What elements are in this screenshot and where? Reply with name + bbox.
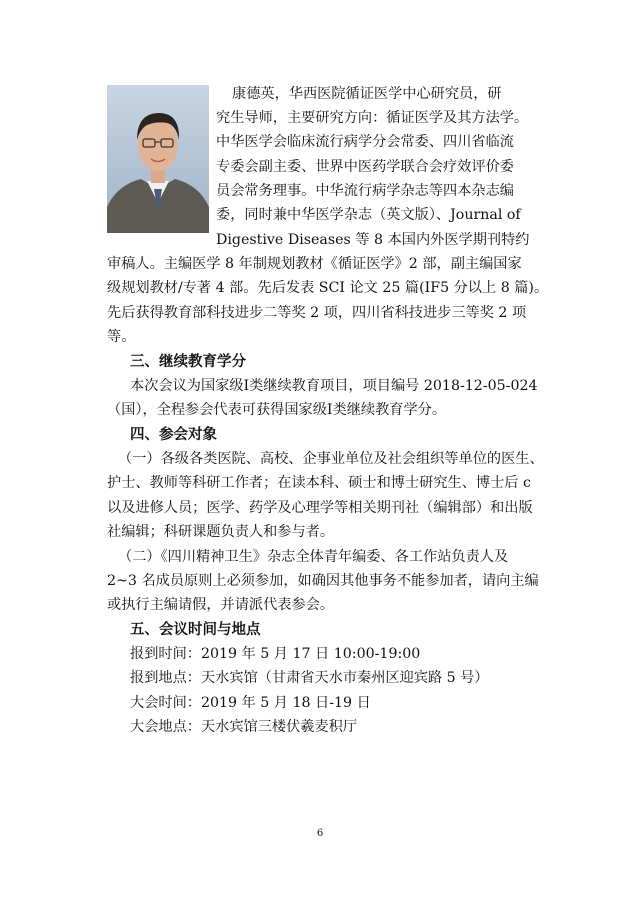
paragraph-line: （二）《四川精神卫生》杂志全体青年编委、各工作站负责人及 xyxy=(118,549,509,565)
registration-time: 报到时间：2019 年 5 月 17 日 10:00-19:00 xyxy=(130,646,421,662)
section-heading: 四、参会对象 xyxy=(130,427,217,443)
bio-line: 审稿人。主编医学 8 年制规划教材《循证医学》2 部，副主编国家 xyxy=(107,256,522,272)
bio-line: Digestive Diseases 等 8 本国内外医学期刊特约 xyxy=(216,232,530,248)
paragraph-line: 或执行主编请假，并请派代表参会。 xyxy=(107,597,335,613)
section-heading: 五、会议时间与地点 xyxy=(130,622,261,638)
portrait-icon xyxy=(107,85,209,233)
conference-location: 大会地点：天水宾馆三楼伏羲麦积厅 xyxy=(130,719,358,735)
page-number: 6 xyxy=(316,828,324,839)
bio-line: 专委会副主委、世界中医药学联合会疗效评价委 xyxy=(216,159,514,175)
portrait-photo xyxy=(107,85,209,233)
bio-line: 康德英，华西医院循证医学中心研究员，研 xyxy=(232,86,502,102)
paragraph-line: （一）各级各类医院、高校、企事业单位及社会组织等单位的医生、 xyxy=(118,451,544,467)
paragraph-line: 本次会议为国家级Ⅰ类继续教育项目，项目编号 2018-12-05-024 xyxy=(130,378,538,394)
paragraph-line: 社编辑；科研课题负责人和参与者。 xyxy=(107,524,335,540)
bio-line: 究生导师，主要研究方向：循证医学及其方法学。 xyxy=(216,110,529,126)
conference-time: 大会时间：2019 年 5 月 18 日-19 日 xyxy=(130,695,371,711)
bio-line: 中华医学会临床流行病学分会常委、四川省临流 xyxy=(216,134,514,150)
bio-line: 级规划教材/专著 4 部。先后发表 SCI 论文 25 篇(IF5 分以上 8 篇)。 xyxy=(107,280,549,296)
bio-line: 委，同时兼中华医学杂志（英文版）、Journal of xyxy=(216,207,521,223)
bio-line: 员会常务理事。中华流行病学杂志等四本杂志编 xyxy=(216,183,514,199)
section-heading: 三、继续教育学分 xyxy=(130,354,246,370)
paragraph-line: 护士、教师等科研工作者；在读本科、硕士和博士研究生、博士后 c xyxy=(107,475,531,491)
paragraph-line: 以及进修人员；医学、药学及心理学等相关期刊社（编辑部）和出版 xyxy=(107,500,533,516)
paragraph-line: 2~3 名成员原则上必须参加，如确因其他事务不能参加者，请向主编 xyxy=(107,573,539,589)
paragraph-line: （国），全程参会代表可获得国家级Ⅰ类继续教育学分。 xyxy=(107,402,447,418)
registration-location: 报到地点：天水宾馆（甘肃省天水市秦州区迎宾路 5 号） xyxy=(130,670,489,686)
bio-line: 先后获得教育部科技进步二等奖 2 项，四川省科技进步三等奖 2 项 xyxy=(107,305,527,321)
bio-line: 等。 xyxy=(107,329,136,345)
